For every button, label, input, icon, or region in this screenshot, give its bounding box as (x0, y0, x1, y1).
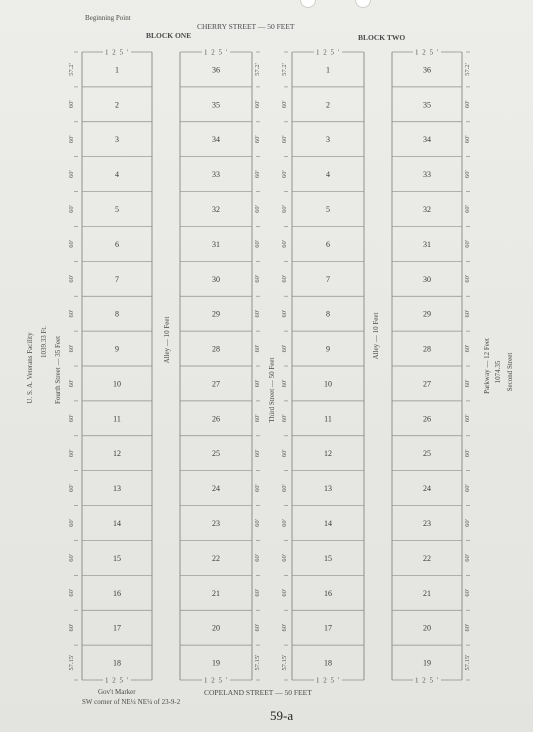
lot-number: 30 (423, 274, 431, 284)
lot-depth-label: 60' (464, 170, 471, 178)
lot-depth-label: 60' (464, 588, 471, 597)
third-street-label: Third Street — 50 Feet (268, 357, 276, 423)
lot-depth-label: 60' (254, 170, 261, 178)
lot-number: 27 (212, 379, 220, 389)
lot-number: 15 (113, 553, 121, 563)
lot-depth-label: 60' (68, 135, 75, 144)
lot-depth-label: 60' (68, 449, 75, 458)
lot-number: 22 (423, 553, 431, 563)
lot-depth-label: 60' (68, 344, 75, 353)
lot-number: 19 (423, 658, 431, 668)
lot-depth-label: 60' (254, 588, 261, 597)
lot-number: 35 (423, 100, 431, 110)
lot-number: 8 (326, 309, 330, 319)
lot-number: 26 (423, 414, 431, 424)
lot-depth-label: 60' (68, 484, 75, 492)
lot-number: 16 (324, 588, 332, 598)
lot-number: 17 (113, 623, 121, 633)
lot-number: 20 (423, 623, 431, 633)
lot-depth-label: 60' (68, 309, 75, 318)
lot-number: 5 (326, 205, 330, 214)
lot-depth-label: 60' (464, 554, 471, 562)
lot-number: 35 (212, 100, 220, 110)
lot-number: 11 (324, 414, 332, 424)
alley-one-label: Alley — 10 Feet (163, 316, 171, 364)
lot-number: 25 (423, 449, 431, 459)
lot-depth-label: 60' (68, 100, 75, 109)
lot-number: 26 (212, 414, 220, 424)
lot-number: 33 (423, 170, 431, 180)
lot-number: 32 (423, 205, 431, 214)
lot-number: 9 (326, 344, 330, 354)
lot-number: 19 (212, 658, 220, 668)
lot-depth-label: 60' (281, 344, 288, 353)
lot-depth-label: 60' (281, 274, 288, 283)
lot-depth-label: 57.2' (68, 63, 75, 76)
lot-number: 6 (115, 239, 119, 249)
lot-number: 28 (212, 344, 220, 354)
lot-number: 14 (113, 519, 121, 528)
lot-depth-label: 60' (281, 519, 288, 527)
page-number: 59-a (270, 708, 294, 723)
lot-number: 4 (115, 170, 119, 180)
lot-number: 5 (115, 205, 119, 214)
lot-depth-label: 60' (68, 414, 75, 423)
lot-number: 23 (212, 519, 220, 528)
lot-depth-label: 60' (464, 519, 471, 527)
lot-number: 10 (324, 379, 332, 389)
lot-depth-label: 57.2' (281, 63, 288, 76)
lot-width-label: 1 2 5 ' (104, 676, 130, 685)
lot-depth-label: 60' (254, 554, 261, 562)
alley-two-label: Alley — 10 Feet (372, 312, 380, 360)
lot-depth-label: 60' (281, 205, 288, 213)
lot-number: 29 (423, 309, 431, 319)
lot-depth-label: 60' (254, 623, 261, 632)
lot-depth-label: 60' (254, 240, 261, 248)
block-one-title: BLOCK ONE (146, 31, 192, 40)
lot-depth-label: 60' (68, 623, 75, 632)
lot-depth-label: 60' (281, 135, 288, 144)
lot-depth-label: 60' (464, 205, 471, 213)
lot-width-label: 1 2 5 ' (315, 48, 341, 57)
fourth-street-label: Fourth Street — 35 Feet (54, 335, 62, 405)
lot-width-label: 1 2 5 ' (414, 48, 440, 57)
lot-number: 20 (212, 623, 220, 633)
lot-number: 3 (326, 135, 330, 145)
lot-number: 21 (423, 588, 431, 598)
lot-number: 13 (113, 484, 121, 494)
lot-depth-label: 60' (464, 309, 471, 318)
lot-number: 31 (423, 239, 431, 249)
lot-number: 4 (326, 170, 330, 180)
lot-number: 29 (212, 309, 220, 319)
lot-depth-label: 60' (254, 484, 261, 492)
lot-depth-label: 60' (281, 623, 288, 632)
lot-depth-label: 60' (68, 554, 75, 562)
lot-number: 36 (423, 65, 431, 75)
lot-depth-label: 60' (281, 170, 288, 178)
lot-depth-label: 60' (254, 309, 261, 318)
block-two-title: BLOCK TWO (358, 33, 406, 42)
beginning-point-label: Beginning Point (85, 14, 131, 22)
lot-depth-label: 60' (281, 309, 288, 318)
lot-depth-label: 60' (281, 414, 288, 423)
lot-number: 1 (326, 65, 330, 75)
lot-depth-label: 60' (281, 484, 288, 492)
lot-number: 3 (115, 135, 119, 145)
lot-number: 7 (326, 274, 330, 284)
lot-depth-label: 60' (464, 274, 471, 283)
lot-depth-label: 60' (68, 519, 75, 527)
lot-number: 23 (423, 519, 431, 528)
lot-number: 7 (115, 274, 119, 284)
lot-number: 24 (423, 484, 431, 494)
lot-width-label: 1 2 5 ' (203, 48, 229, 57)
lot-number: 9 (115, 344, 119, 354)
lot-width-label: 1 2 5 ' (414, 676, 440, 685)
lot-depth-label: 60' (254, 414, 261, 423)
lot-depth-label: 60' (254, 274, 261, 283)
lot-depth-label: 60' (464, 449, 471, 458)
lot-number: 8 (115, 309, 119, 319)
lot-number: 18 (113, 658, 121, 668)
lot-number: 12 (324, 449, 332, 459)
lot-number: 22 (212, 553, 220, 563)
lot-depth-label: 60' (68, 170, 75, 178)
lot-depth-label: 60' (254, 100, 261, 109)
lot-number: 31 (212, 239, 220, 249)
lot-depth-label: 60' (281, 100, 288, 109)
lot-number: 1 (115, 65, 119, 75)
lot-number: 17 (324, 623, 332, 633)
lot-depth-label: 57.15' (68, 654, 75, 671)
veterans-facility-label: U. S. A. Veterans Facility (26, 332, 34, 404)
lot-depth-label: 60' (464, 414, 471, 423)
lot-depth-label: 60' (254, 379, 261, 388)
lot-depth-label: 57.15' (464, 654, 471, 671)
lot-depth-label: 60' (464, 135, 471, 144)
lot-depth-label: 60' (254, 344, 261, 353)
lot-depth-label: 60' (68, 274, 75, 283)
lot-number: 15 (324, 553, 332, 563)
lot-depth-label: 60' (68, 240, 75, 248)
lot-width-label: 1 2 5 ' (203, 676, 229, 685)
lot-number: 34 (212, 135, 220, 145)
govt-marker-label: Gov't Marker (98, 688, 136, 696)
lot-depth-label: 60' (68, 588, 75, 597)
lot-width-label: 1 2 5 ' (315, 676, 341, 685)
parkway-label: Parkway — 12 Feet (483, 338, 491, 394)
lot-depth-label: 60' (464, 379, 471, 388)
lot-number: 32 (212, 205, 220, 214)
lot-depth-label: 60' (464, 484, 471, 492)
lot-depth-label: 60' (281, 240, 288, 248)
lot-depth-label: 60' (281, 379, 288, 388)
cherry-street-label: CHERRY STREET — 50 FEET (197, 22, 295, 31)
section-corner-label: SW corner of NE¼ NE¼ of 23-9-2 (82, 698, 181, 706)
lot-number: 30 (212, 274, 220, 284)
lot-depth-label: 60' (254, 205, 261, 213)
lot-depth-label: 57.15' (254, 654, 261, 671)
lot-number: 18 (324, 658, 332, 668)
parkway-measure-label: 1074.35 (494, 360, 502, 384)
lot-depth-label: 60' (254, 135, 261, 144)
copeland-street-label: COPELAND STREET — 50 FEET (204, 688, 312, 697)
lot-depth-label: 60' (281, 449, 288, 458)
lot-depth-label: 60' (464, 240, 471, 248)
lot-number: 21 (212, 588, 220, 598)
lot-number: 2 (326, 100, 330, 110)
second-street-label: Second Street (506, 352, 514, 392)
lot-depth-label: 60' (464, 344, 471, 353)
lot-number: 25 (212, 449, 220, 459)
lot-number: 27 (423, 379, 431, 389)
lot-number: 33 (212, 170, 220, 180)
lot-depth-label: 60' (68, 205, 75, 213)
lot-depth-label: 57.15' (281, 654, 288, 671)
lot-number: 16 (113, 588, 121, 598)
lot-number: 14 (324, 519, 332, 528)
lot-depth-label: 60' (254, 449, 261, 458)
lot-number: 6 (326, 239, 330, 249)
lot-number: 10 (113, 379, 121, 389)
lot-number: 28 (423, 344, 431, 354)
lot-depth-label: 60' (281, 554, 288, 562)
lot-depth-label: 57.2' (254, 63, 261, 76)
lot-width-label: 1 2 5 ' (104, 48, 130, 57)
lot-number: 36 (212, 65, 220, 75)
lot-number: 13 (324, 484, 332, 494)
lot-depth-label: 60' (281, 588, 288, 597)
lot-number: 12 (113, 449, 121, 459)
lot-depth-label: 57.2' (464, 63, 471, 76)
lot-number: 2 (115, 100, 119, 110)
lot-depth-label: 60' (254, 519, 261, 527)
lot-depth-label: 60' (68, 379, 75, 388)
lot-number: 24 (212, 484, 220, 494)
lot-depth-label: 60' (464, 100, 471, 109)
lot-number: 11 (113, 414, 121, 424)
lot-depth-label: 60' (464, 623, 471, 632)
facility-measure-label: 1039.33 Ft. (40, 325, 48, 359)
lot-number: 34 (423, 135, 431, 145)
